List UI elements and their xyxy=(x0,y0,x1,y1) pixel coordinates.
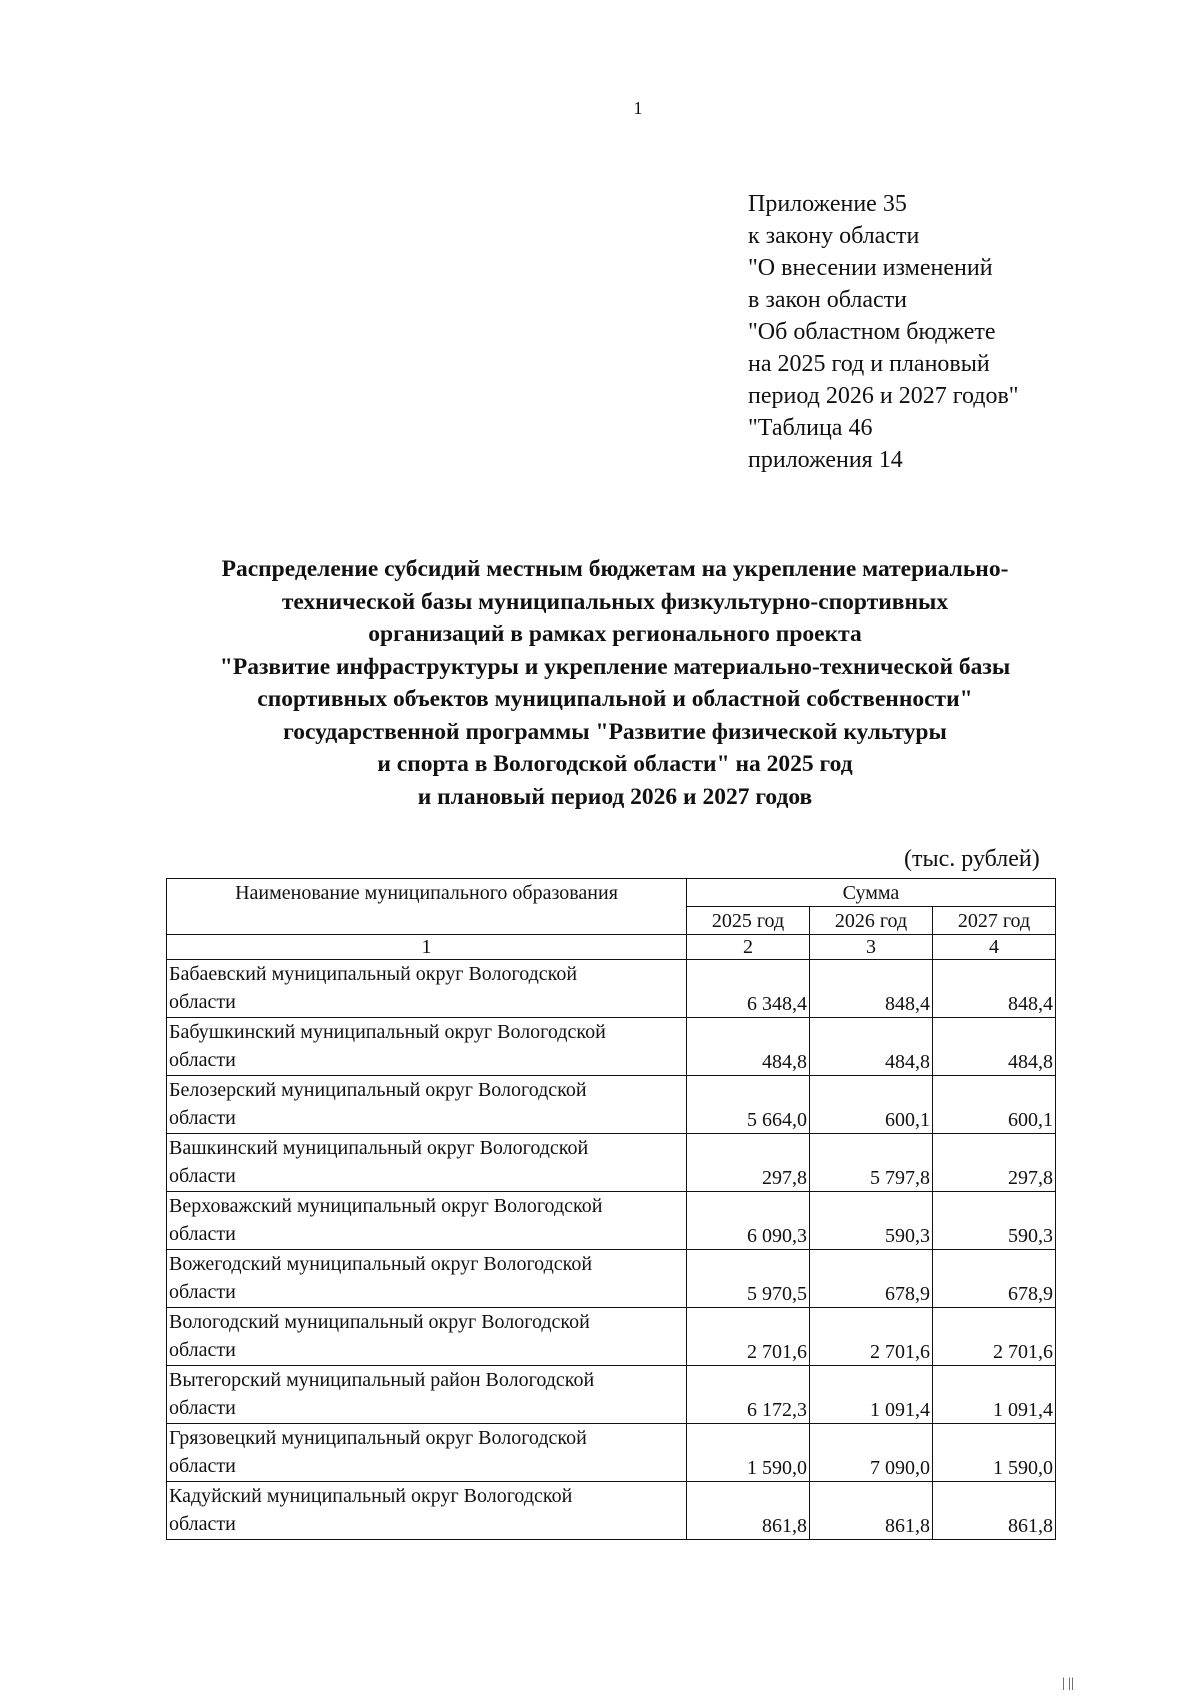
value-2027: 678,9 xyxy=(933,1250,1056,1308)
value-2027: 861,8 xyxy=(933,1482,1056,1540)
municipality-name xyxy=(167,960,687,1018)
name-line: области xyxy=(169,1165,236,1187)
value-2027: 600,1 xyxy=(933,1076,1056,1134)
name-line: Верховажский муниципальный округ Вологодской xyxy=(169,1195,603,1217)
name-line: Бабушкинский муниципальный округ Вологодской xyxy=(169,1021,606,1043)
subsidy-table xyxy=(166,878,1056,1540)
table-row xyxy=(167,1018,1056,1076)
name-line: области xyxy=(169,991,236,1013)
municipality-name xyxy=(167,1250,687,1308)
value-2027: 297,8 xyxy=(933,1134,1056,1192)
header-year-2026: 2026 год xyxy=(810,907,933,935)
value-2026: 5 797,8 xyxy=(810,1134,933,1192)
title-line: и плановый период 2026 и 2027 годов xyxy=(417,783,813,810)
table-header-row xyxy=(167,879,1056,907)
municipality-name xyxy=(167,1424,687,1482)
value-2025: 6 090,3 xyxy=(687,1192,810,1250)
municipality-name xyxy=(167,1482,687,1540)
value-2027: 1 091,4 xyxy=(933,1366,1056,1424)
header-year-2027: 2027 год xyxy=(933,907,1056,935)
municipality-name xyxy=(167,1076,687,1134)
column-number: 4 xyxy=(933,935,1056,960)
title-line: технической базы муниципальных физкультурно-спортивных xyxy=(281,588,949,615)
column-number-row xyxy=(167,935,1056,960)
value-2025: 5 664,0 xyxy=(687,1076,810,1134)
column-number: 2 xyxy=(687,935,810,960)
title-line: государственной программы "Развитие физической культуры xyxy=(283,718,947,745)
appendix-line: "Об областном бюджете xyxy=(748,319,996,345)
table-row xyxy=(167,1250,1056,1308)
title-line: "Развитие инфраструктуры и укрепление материально-технической базы xyxy=(219,653,1011,680)
value-2027: 2 701,6 xyxy=(933,1308,1056,1366)
table-row xyxy=(167,1076,1056,1134)
municipality-name xyxy=(167,1018,687,1076)
scan-edge-mark: | || xyxy=(1062,1676,1074,1691)
name-line: Вашкинский муниципальный округ Вологодской xyxy=(169,1137,589,1159)
appendix-reference xyxy=(748,188,1019,476)
value-2025: 484,8 xyxy=(687,1018,810,1076)
table-row xyxy=(167,1134,1056,1192)
name-line: области xyxy=(169,1513,236,1535)
value-2025: 297,8 xyxy=(687,1134,810,1192)
name-line: Кадуйский муниципальный округ Вологодской xyxy=(169,1485,573,1507)
name-line: области xyxy=(169,1223,236,1245)
title-line: спортивных объектов муниципальной и областной собственности" xyxy=(257,686,973,712)
name-line: Бабаевский муниципальный округ Вологодской xyxy=(169,963,578,985)
appendix-line: к закону области xyxy=(748,223,920,249)
name-line: области xyxy=(169,1339,236,1361)
column-number: 1 xyxy=(167,935,687,960)
name-line: Вожегодский муниципальный округ Вологодской xyxy=(169,1253,593,1275)
municipality-name xyxy=(167,1308,687,1366)
column-number: 3 xyxy=(810,935,933,960)
value-2026: 484,8 xyxy=(810,1018,933,1076)
appendix-line: "Таблица 46 xyxy=(748,415,873,441)
municipality-name xyxy=(167,1192,687,1250)
appendix-line: на 2025 год и плановый xyxy=(748,351,990,377)
appendix-line: Приложение 35 xyxy=(748,191,907,217)
table-row xyxy=(167,1482,1056,1540)
header-municipality: Наименование муниципального образования xyxy=(167,879,687,935)
table-row xyxy=(167,1308,1056,1366)
value-2025: 6 172,3 xyxy=(687,1366,810,1424)
value-2025: 2 701,6 xyxy=(687,1308,810,1366)
value-2026: 1 091,4 xyxy=(810,1366,933,1424)
units-label: (тыс. рублей) xyxy=(904,846,1040,872)
municipality-name xyxy=(167,1134,687,1192)
value-2025: 6 348,4 xyxy=(687,960,810,1018)
value-2026: 678,9 xyxy=(810,1250,933,1308)
value-2027: 1 590,0 xyxy=(933,1424,1056,1482)
name-line: области xyxy=(169,1049,236,1071)
name-line: Белозерский муниципальный округ Вологодской xyxy=(169,1079,587,1101)
table-row xyxy=(167,960,1056,1018)
name-line: области xyxy=(169,1455,236,1477)
name-line: Грязовецкий муниципальный округ Вологодской xyxy=(169,1427,587,1449)
value-2027: 590,3 xyxy=(933,1192,1056,1250)
name-line: области xyxy=(169,1397,236,1419)
value-2026: 848,4 xyxy=(810,960,933,1018)
value-2026: 2 701,6 xyxy=(810,1308,933,1366)
municipality-name xyxy=(167,1366,687,1424)
header-year-2025: 2025 год xyxy=(687,907,810,935)
value-2026: 600,1 xyxy=(810,1076,933,1134)
value-2027: 484,8 xyxy=(933,1018,1056,1076)
title-line: Распределение субсидий местным бюджетам на укрепление материально- xyxy=(221,556,1009,582)
value-2026: 590,3 xyxy=(810,1192,933,1250)
value-2025: 861,8 xyxy=(687,1482,810,1540)
header-sum: Сумма xyxy=(687,879,1056,907)
title-line: организаций в рамках регионального проекта xyxy=(368,621,862,647)
appendix-line: "О внесении изменений xyxy=(748,255,993,281)
table-row xyxy=(167,1424,1056,1482)
value-2025: 1 590,0 xyxy=(687,1424,810,1482)
document-title xyxy=(150,553,1080,813)
name-line: области xyxy=(169,1107,236,1129)
table-row xyxy=(167,1366,1056,1424)
title-line: и спорта в Вологодской области" на 2025 год xyxy=(377,751,853,777)
value-2027: 848,4 xyxy=(933,960,1056,1018)
appendix-line: приложения 14 xyxy=(748,447,903,473)
name-line: Вытегорский муниципальный район Вологодской xyxy=(169,1369,595,1391)
appendix-line: период 2026 и 2027 годов" xyxy=(748,383,1019,409)
page-number: 1 xyxy=(633,98,643,118)
table-row xyxy=(167,1192,1056,1250)
value-2025: 5 970,5 xyxy=(687,1250,810,1308)
name-line: Вологодский муниципальный округ Вологодской xyxy=(169,1311,590,1333)
value-2026: 7 090,0 xyxy=(810,1424,933,1482)
appendix-line: в закон области xyxy=(748,287,907,313)
name-line: области xyxy=(169,1281,236,1303)
value-2026: 861,8 xyxy=(810,1482,933,1540)
